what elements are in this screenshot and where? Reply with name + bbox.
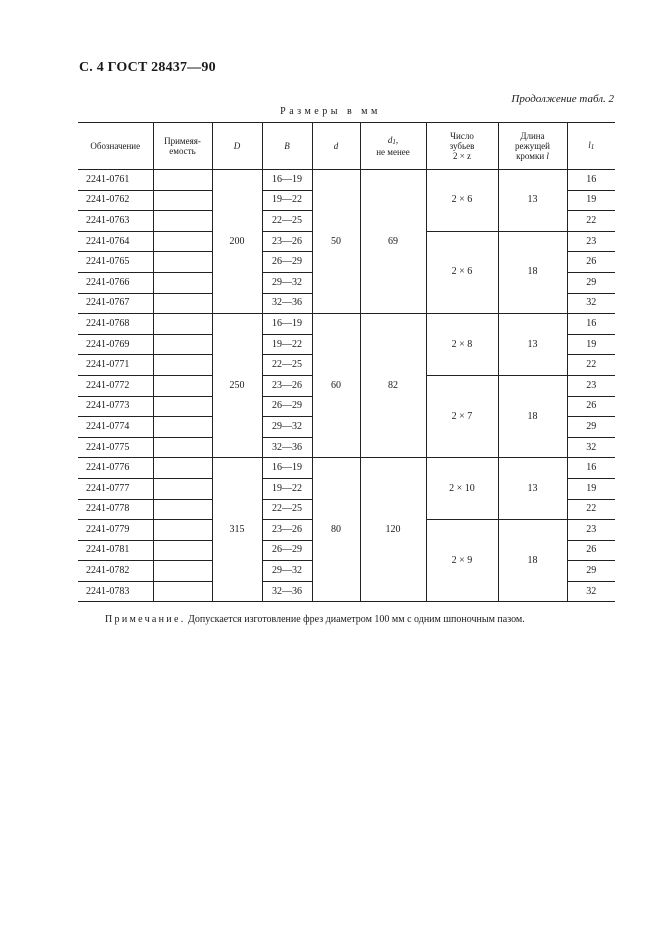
cell-usage bbox=[153, 540, 212, 561]
cell-usage bbox=[153, 170, 212, 191]
cell-B: 19—22 bbox=[262, 190, 312, 211]
cell-cutting-edge-length: 18 bbox=[498, 520, 567, 602]
cell-d: 80 bbox=[312, 458, 360, 602]
cell-teeth-count: 2 × 10 bbox=[426, 458, 498, 520]
cell-code: 2241-0782 bbox=[78, 561, 153, 582]
table-row bbox=[78, 170, 615, 191]
header-usage: Примеяя-емость bbox=[153, 123, 212, 170]
cell-code: 2241-0771 bbox=[78, 355, 153, 376]
cell-B: 26—29 bbox=[262, 252, 312, 273]
cell-usage bbox=[153, 520, 212, 541]
cell-B: 22—25 bbox=[262, 355, 312, 376]
cell-D: 315 bbox=[212, 458, 262, 602]
header-D: D bbox=[212, 123, 262, 170]
cell-teeth-count: 2 × 6 bbox=[426, 170, 498, 232]
cell-l1: 26 bbox=[567, 396, 615, 417]
cell-l1: 29 bbox=[567, 272, 615, 293]
cell-l1: 16 bbox=[567, 314, 615, 335]
cell-teeth-count: 2 × 7 bbox=[426, 375, 498, 457]
cell-code: 2241-0781 bbox=[78, 540, 153, 561]
cell-teeth-count: 2 × 9 bbox=[426, 520, 498, 602]
cell-B: 22—25 bbox=[262, 211, 312, 232]
cell-usage bbox=[153, 355, 212, 376]
cell-code: 2241-0766 bbox=[78, 272, 153, 293]
cell-B: 29—32 bbox=[262, 417, 312, 438]
cell-D: 200 bbox=[212, 170, 262, 314]
cell-code: 2241-0768 bbox=[78, 314, 153, 335]
cell-teeth-count: 2 × 6 bbox=[426, 231, 498, 313]
cell-B: 32—36 bbox=[262, 437, 312, 458]
units-caption: Размеры в мм bbox=[280, 106, 381, 117]
cell-l1: 22 bbox=[567, 499, 615, 520]
cell-d: 60 bbox=[312, 314, 360, 458]
cell-B: 19—22 bbox=[262, 334, 312, 355]
cell-B: 19—22 bbox=[262, 478, 312, 499]
cell-B: 22—25 bbox=[262, 499, 312, 520]
header-teeth-count: Число зубьев 2 × z bbox=[426, 123, 498, 170]
cell-code: 2241-0776 bbox=[78, 458, 153, 479]
cell-usage bbox=[153, 581, 212, 602]
cell-B: 32—36 bbox=[262, 293, 312, 314]
cell-B: 23—26 bbox=[262, 520, 312, 541]
cell-l1: 16 bbox=[567, 170, 615, 191]
cell-l1: 19 bbox=[567, 190, 615, 211]
cell-usage bbox=[153, 252, 212, 273]
note-text: Допускается изготовление фрез диаметром 100 мм с одним шпоночным пазом. bbox=[188, 614, 525, 625]
header-cutting-edge-length: Длина режущей кромки l bbox=[498, 123, 567, 170]
table-row bbox=[78, 314, 615, 335]
cell-cutting-edge-length: 18 bbox=[498, 375, 567, 457]
table-note bbox=[105, 614, 525, 625]
cell-B: 32—36 bbox=[262, 581, 312, 602]
cell-B: 29—32 bbox=[262, 561, 312, 582]
cell-usage bbox=[153, 190, 212, 211]
cell-cutting-edge-length: 13 bbox=[498, 314, 567, 376]
cell-code: 2241-0769 bbox=[78, 334, 153, 355]
cell-usage bbox=[153, 499, 212, 520]
cell-usage bbox=[153, 272, 212, 293]
cell-code: 2241-0772 bbox=[78, 375, 153, 396]
table-continuation-label: Продолжение табл. 2 bbox=[511, 93, 614, 105]
cell-usage bbox=[153, 231, 212, 252]
cell-d: 50 bbox=[312, 170, 360, 314]
cell-B: 16—19 bbox=[262, 314, 312, 335]
cell-d1: 82 bbox=[360, 314, 426, 458]
cell-B: 29—32 bbox=[262, 272, 312, 293]
cell-usage bbox=[153, 437, 212, 458]
cell-code: 2241-0761 bbox=[78, 170, 153, 191]
cell-usage bbox=[153, 211, 212, 232]
table-row bbox=[78, 458, 615, 479]
cell-usage bbox=[153, 314, 212, 335]
table-body bbox=[78, 170, 615, 602]
cell-cutting-edge-length: 13 bbox=[498, 458, 567, 520]
cell-cutting-edge-length: 18 bbox=[498, 231, 567, 313]
note-label: Примечание. bbox=[105, 614, 186, 625]
cell-d1: 120 bbox=[360, 458, 426, 602]
cell-code: 2241-0773 bbox=[78, 396, 153, 417]
cell-l1: 16 bbox=[567, 458, 615, 479]
cell-usage bbox=[153, 561, 212, 582]
cell-l1: 29 bbox=[567, 417, 615, 438]
cell-code: 2241-0783 bbox=[78, 581, 153, 602]
cell-usage bbox=[153, 293, 212, 314]
cell-l1: 22 bbox=[567, 211, 615, 232]
cell-code: 2241-0777 bbox=[78, 478, 153, 499]
cell-l1: 23 bbox=[567, 520, 615, 541]
cell-code: 2241-0764 bbox=[78, 231, 153, 252]
header-d1: $d_1$, не менее bbox=[360, 123, 426, 170]
cell-usage bbox=[153, 458, 212, 479]
header-d: d bbox=[312, 123, 360, 170]
cell-B: 23—26 bbox=[262, 231, 312, 252]
cell-code: 2241-0762 bbox=[78, 190, 153, 211]
cell-cutting-edge-length: 13 bbox=[498, 170, 567, 232]
cell-B: 23—26 bbox=[262, 375, 312, 396]
cell-B: 26—29 bbox=[262, 396, 312, 417]
page-header: С. 4 ГОСТ 28437—90 bbox=[79, 60, 216, 75]
cell-l1: 29 bbox=[567, 561, 615, 582]
cell-l1: 19 bbox=[567, 334, 615, 355]
cell-code: 2241-0763 bbox=[78, 211, 153, 232]
cell-l1: 19 bbox=[567, 478, 615, 499]
cell-l1: 22 bbox=[567, 355, 615, 376]
cell-l1: 26 bbox=[567, 540, 615, 561]
cell-code: 2241-0778 bbox=[78, 499, 153, 520]
cell-code: 2241-0774 bbox=[78, 417, 153, 438]
cell-usage bbox=[153, 334, 212, 355]
cell-code: 2241-0767 bbox=[78, 293, 153, 314]
cell-l1: 23 bbox=[567, 375, 615, 396]
cell-code: 2241-0779 bbox=[78, 520, 153, 541]
table-header-row bbox=[78, 123, 615, 170]
cell-code: 2241-0765 bbox=[78, 252, 153, 273]
cell-usage bbox=[153, 478, 212, 499]
cell-l1: 32 bbox=[567, 293, 615, 314]
cell-l1: 32 bbox=[567, 437, 615, 458]
cell-B: 16—19 bbox=[262, 458, 312, 479]
cell-B: 26—29 bbox=[262, 540, 312, 561]
cell-D: 250 bbox=[212, 314, 262, 458]
cell-l1: 32 bbox=[567, 581, 615, 602]
cell-code: 2241-0775 bbox=[78, 437, 153, 458]
dimensions-table bbox=[78, 122, 615, 602]
header-B: B bbox=[262, 123, 312, 170]
cell-l1: 23 bbox=[567, 231, 615, 252]
cell-usage bbox=[153, 396, 212, 417]
cell-d1: 69 bbox=[360, 170, 426, 314]
header-code: Обозначение bbox=[78, 123, 153, 170]
cell-l1: 26 bbox=[567, 252, 615, 273]
cell-usage bbox=[153, 375, 212, 396]
header-l1: $l_1$ bbox=[567, 123, 615, 170]
cell-usage bbox=[153, 417, 212, 438]
cell-B: 16—19 bbox=[262, 170, 312, 191]
cell-teeth-count: 2 × 8 bbox=[426, 314, 498, 376]
